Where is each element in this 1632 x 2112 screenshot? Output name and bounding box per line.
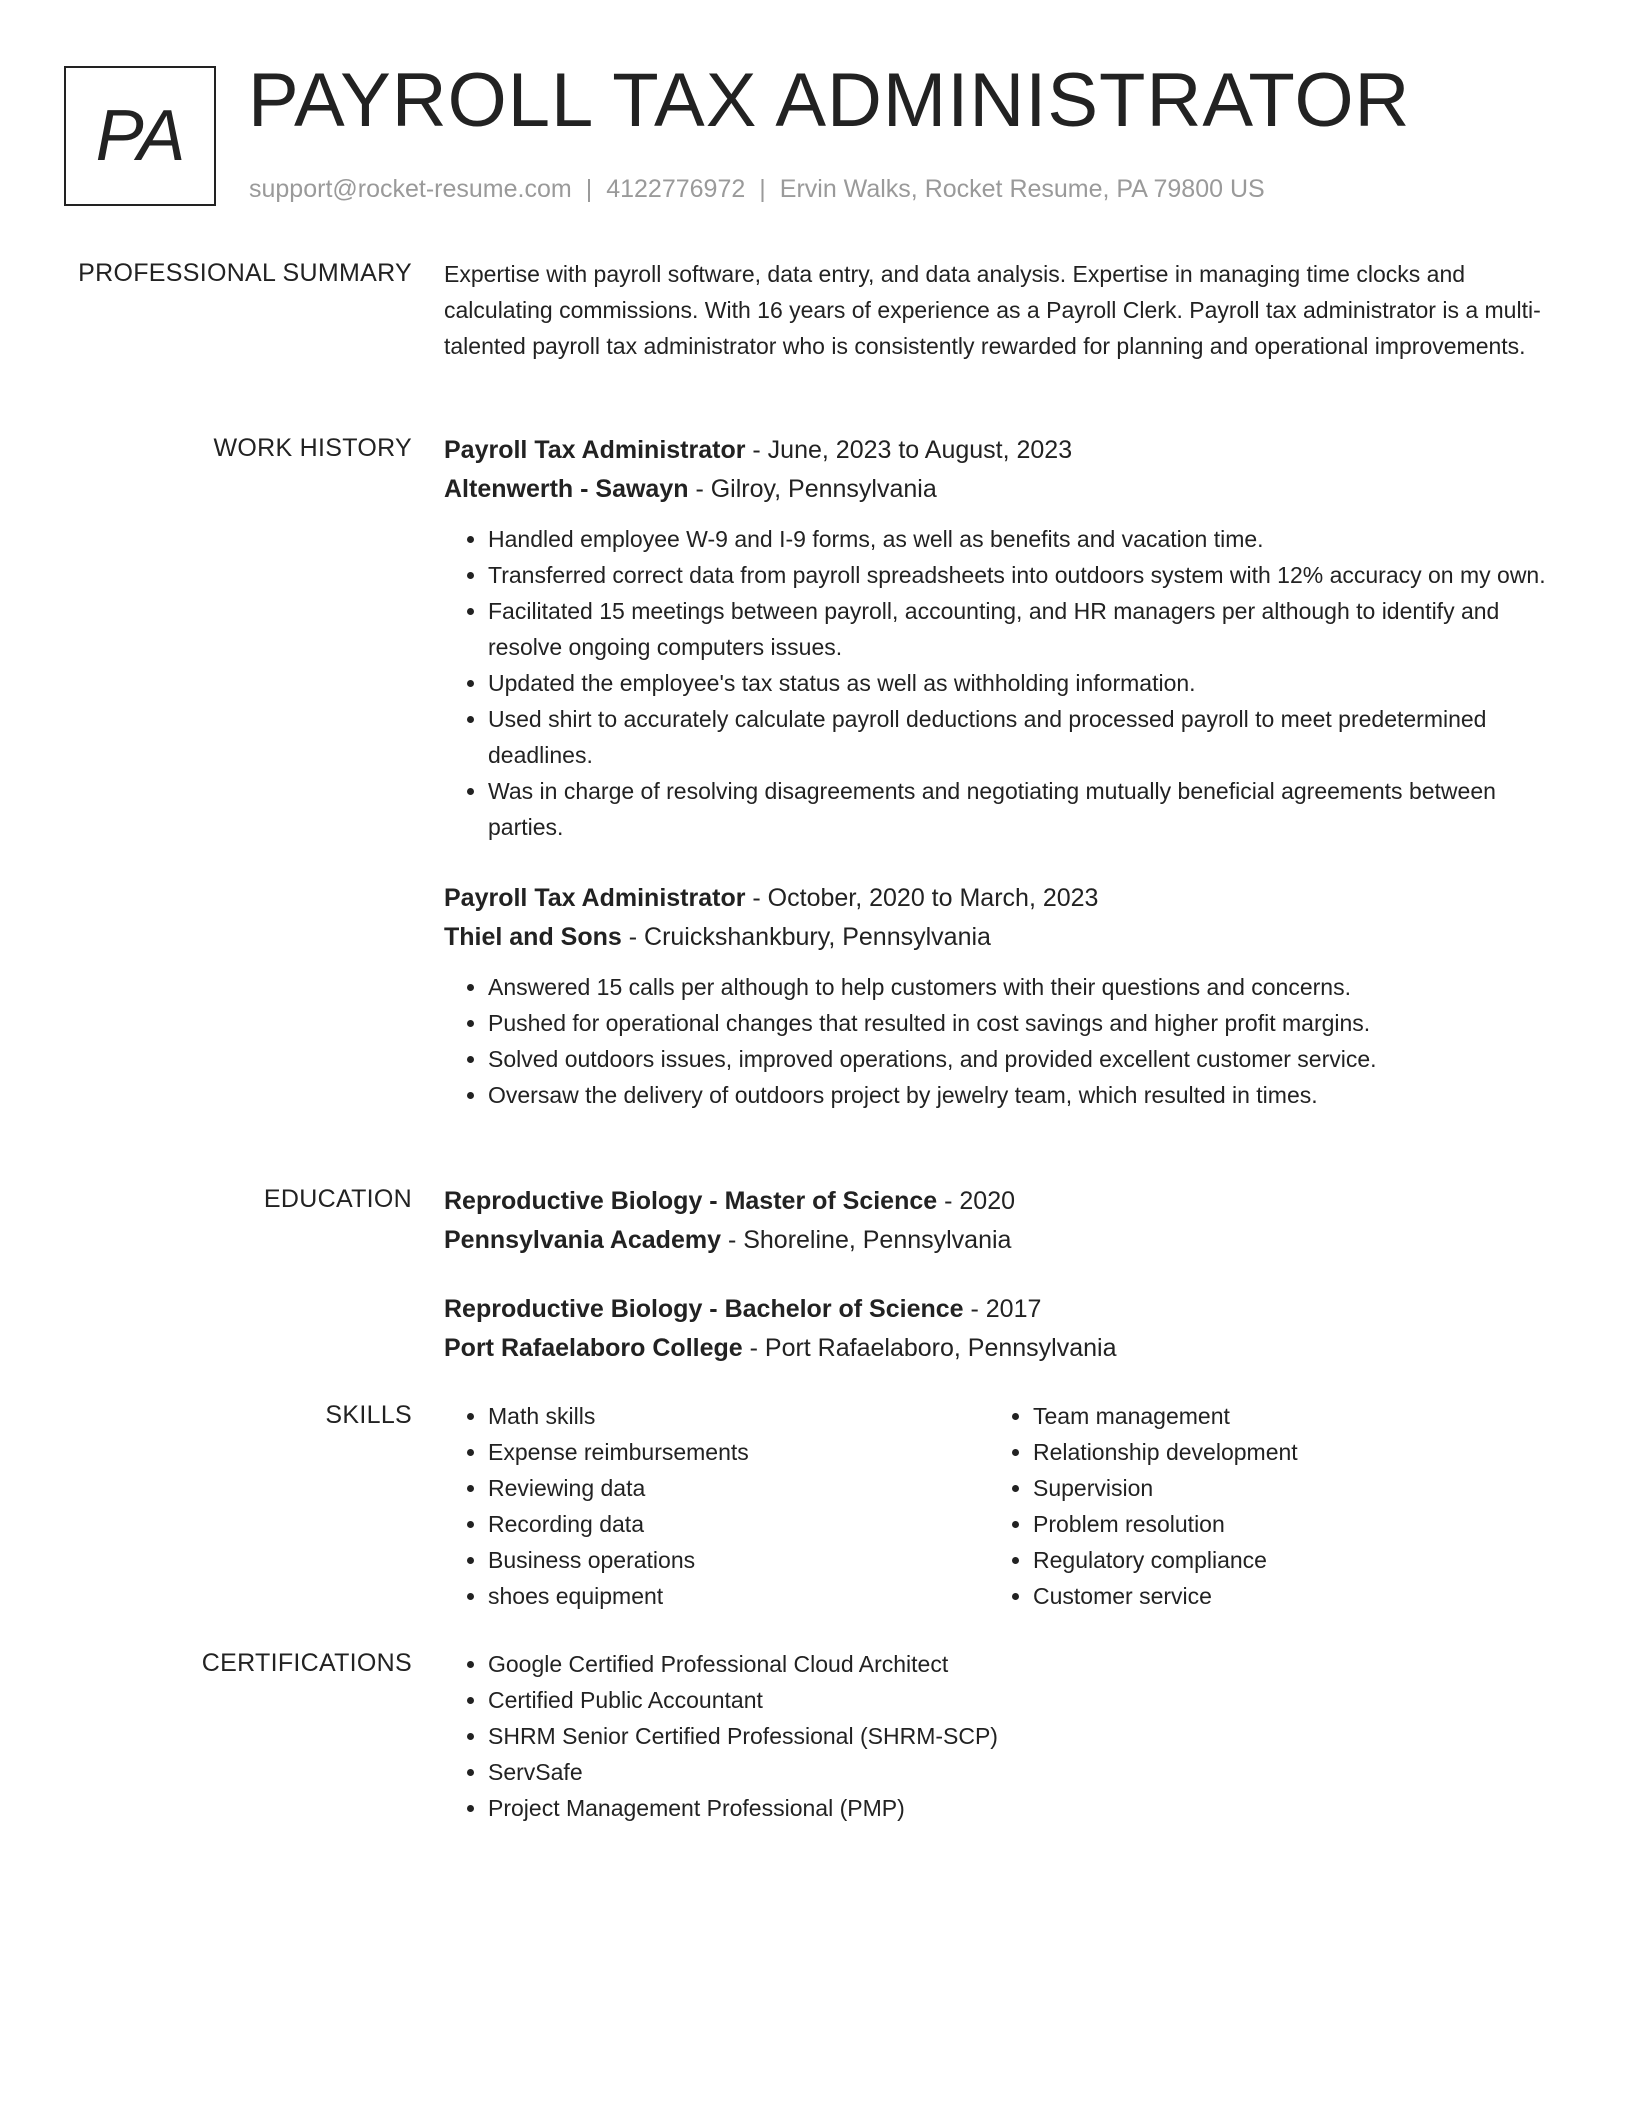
- section-label-work: WORK HISTORY: [213, 434, 412, 462]
- skills-list-right: [989, 1398, 1534, 1614]
- education-degree: Reproductive Biology - Master of Science: [444, 1187, 938, 1215]
- education-degree: Reproductive Biology - Bachelor of Science: [444, 1295, 964, 1323]
- contact-email: support@rocket-resume.com: [249, 175, 572, 203]
- skills-body: [444, 1398, 1560, 1614]
- monogram-initials: PA: [95, 96, 185, 176]
- contact-separator: |: [585, 175, 593, 203]
- job-bullet: • Used shirt to accurately calculate payroll deductions and processed payroll to meet predetermined deadlines.: [488, 701, 1560, 773]
- job-title-line: [444, 879, 1560, 918]
- skills-list-left: [444, 1398, 989, 1614]
- certifications-list: [444, 1646, 1560, 1826]
- job-location: - Cruickshankbury, Pennsylvania: [621, 923, 991, 951]
- education-school-line: [444, 1329, 1560, 1368]
- education-school: Port Rafaelaboro College: [444, 1334, 743, 1362]
- job-entry: [444, 431, 1560, 845]
- education-degree-line: [444, 1290, 1560, 1329]
- education-entry: [444, 1182, 1560, 1260]
- skills-column-right: [989, 1398, 1534, 1614]
- skill-item: • Business operations: [488, 1542, 989, 1578]
- job-location: - Gilroy, Pennsylvania: [688, 475, 937, 503]
- certification-item: • SHRM Senior Certified Professional (SHRM-SCP): [488, 1718, 1560, 1754]
- skill-item: • Team management: [1033, 1398, 1534, 1434]
- job-bullet: • Was in charge of resolving disagreements and negotiating mutually beneficial agreements between parties.: [488, 773, 1560, 845]
- skill-item: • Problem resolution: [1033, 1506, 1534, 1542]
- job-title: Payroll Tax Administrator: [444, 884, 746, 912]
- contact-address: Ervin Walks, Rocket Resume, PA 79800 US: [779, 175, 1265, 203]
- certifications-body: [444, 1646, 1560, 1826]
- skill-item: • Reviewing data: [488, 1470, 989, 1506]
- job-title-line: [444, 431, 1560, 470]
- certification-item: • Certified Public Accountant: [488, 1682, 1560, 1718]
- skill-item: • Math skills: [488, 1398, 989, 1434]
- job-bullet: • Updated the employee's tax status as well as withholding information.: [488, 665, 1560, 701]
- skill-item: • Regulatory compliance: [1033, 1542, 1534, 1578]
- job-dates: - October, 2020 to March, 2023: [745, 884, 1099, 912]
- job-bullet: • Handled employee W-9 and I-9 forms, as well as benefits and vacation time.: [488, 521, 1560, 557]
- section-label-summary: PROFESSIONAL SUMMARY: [78, 259, 412, 287]
- education-degree-line: [444, 1182, 1560, 1221]
- job-bullet: • Transferred correct data from payroll spreadsheets into outdoors system with 12% accuracy on my own.: [488, 557, 1560, 593]
- certification-item: • Google Certified Professional Cloud Architect: [488, 1646, 1560, 1682]
- summary-text: Expertise with payroll software, data entry, and data analysis. Expertise in managing time clocks and calculating commissions. With 16 years of experience as a Payroll Clerk. Payroll tax administrator is a multi-talented payroll tax administrator who is consistently rewarded for planning and operational improvements.: [444, 261, 1541, 359]
- education-entry: [444, 1290, 1560, 1368]
- job-title: Payroll Tax Administrator: [444, 436, 746, 464]
- education-body: [444, 1182, 1560, 1398]
- contact-phone: 4122776972: [606, 175, 746, 203]
- skills-column-left: [444, 1398, 989, 1614]
- job-bullet: • Facilitated 15 meetings between payroll, accounting, and HR managers per although to identify and resolve ongoing computers issues.: [488, 593, 1560, 665]
- job-company: Altenwerth - Sawayn: [444, 475, 689, 503]
- job-bullets: [444, 969, 1560, 1113]
- certification-item: • ServSafe: [488, 1754, 1560, 1790]
- education-school: Pennsylvania Academy: [444, 1226, 721, 1254]
- skill-item: • Expense reimbursements: [488, 1434, 989, 1470]
- job-bullet: • Oversaw the delivery of outdoors project by jewelry team, which resulted in times.: [488, 1077, 1560, 1113]
- work-body: [444, 431, 1560, 1147]
- skill-item: • shoes equipment: [488, 1578, 989, 1614]
- skill-item: • Recording data: [488, 1506, 989, 1542]
- job-company: Thiel and Sons: [444, 923, 622, 951]
- education-location: - Shoreline, Pennsylvania: [721, 1226, 1012, 1254]
- resume-title: PAYROLL TAX ADMINISTRATOR: [248, 58, 1411, 143]
- education-year: - 2020: [937, 1187, 1016, 1215]
- monogram-box: [64, 66, 216, 206]
- skill-item: • Customer service: [1033, 1578, 1534, 1614]
- education-year: - 2017: [963, 1295, 1042, 1323]
- job-company-line: [444, 470, 1560, 509]
- summary-body: [444, 256, 1560, 364]
- education-school-line: [444, 1221, 1560, 1260]
- skills-columns: [444, 1398, 1560, 1614]
- skill-item: • Supervision: [1033, 1470, 1534, 1506]
- section-label-certifications: CERTIFICATIONS: [201, 1649, 412, 1677]
- job-dates: - June, 2023 to August, 2023: [745, 436, 1073, 464]
- job-bullets: [444, 521, 1560, 845]
- contact-separator: |: [759, 175, 766, 203]
- job-bullet: • Answered 15 calls per although to help customers with their questions and concerns.: [488, 969, 1560, 1005]
- job-company-line: [444, 918, 1560, 957]
- education-location: - Port Rafaelaboro, Pennsylvania: [742, 1334, 1117, 1362]
- skill-item: • Relationship development: [1033, 1434, 1534, 1470]
- job-entry: [444, 879, 1560, 1113]
- certification-item: • Project Management Professional (PMP): [488, 1790, 1560, 1826]
- section-label-skills: SKILLS: [325, 1401, 412, 1429]
- contact-line: [249, 174, 1265, 204]
- job-bullet: • Solved outdoors issues, improved operations, and provided excellent customer service.: [488, 1041, 1560, 1077]
- section-label-education: EDUCATION: [263, 1185, 412, 1213]
- job-bullet: • Pushed for operational changes that resulted in cost savings and higher profit margins.: [488, 1005, 1560, 1041]
